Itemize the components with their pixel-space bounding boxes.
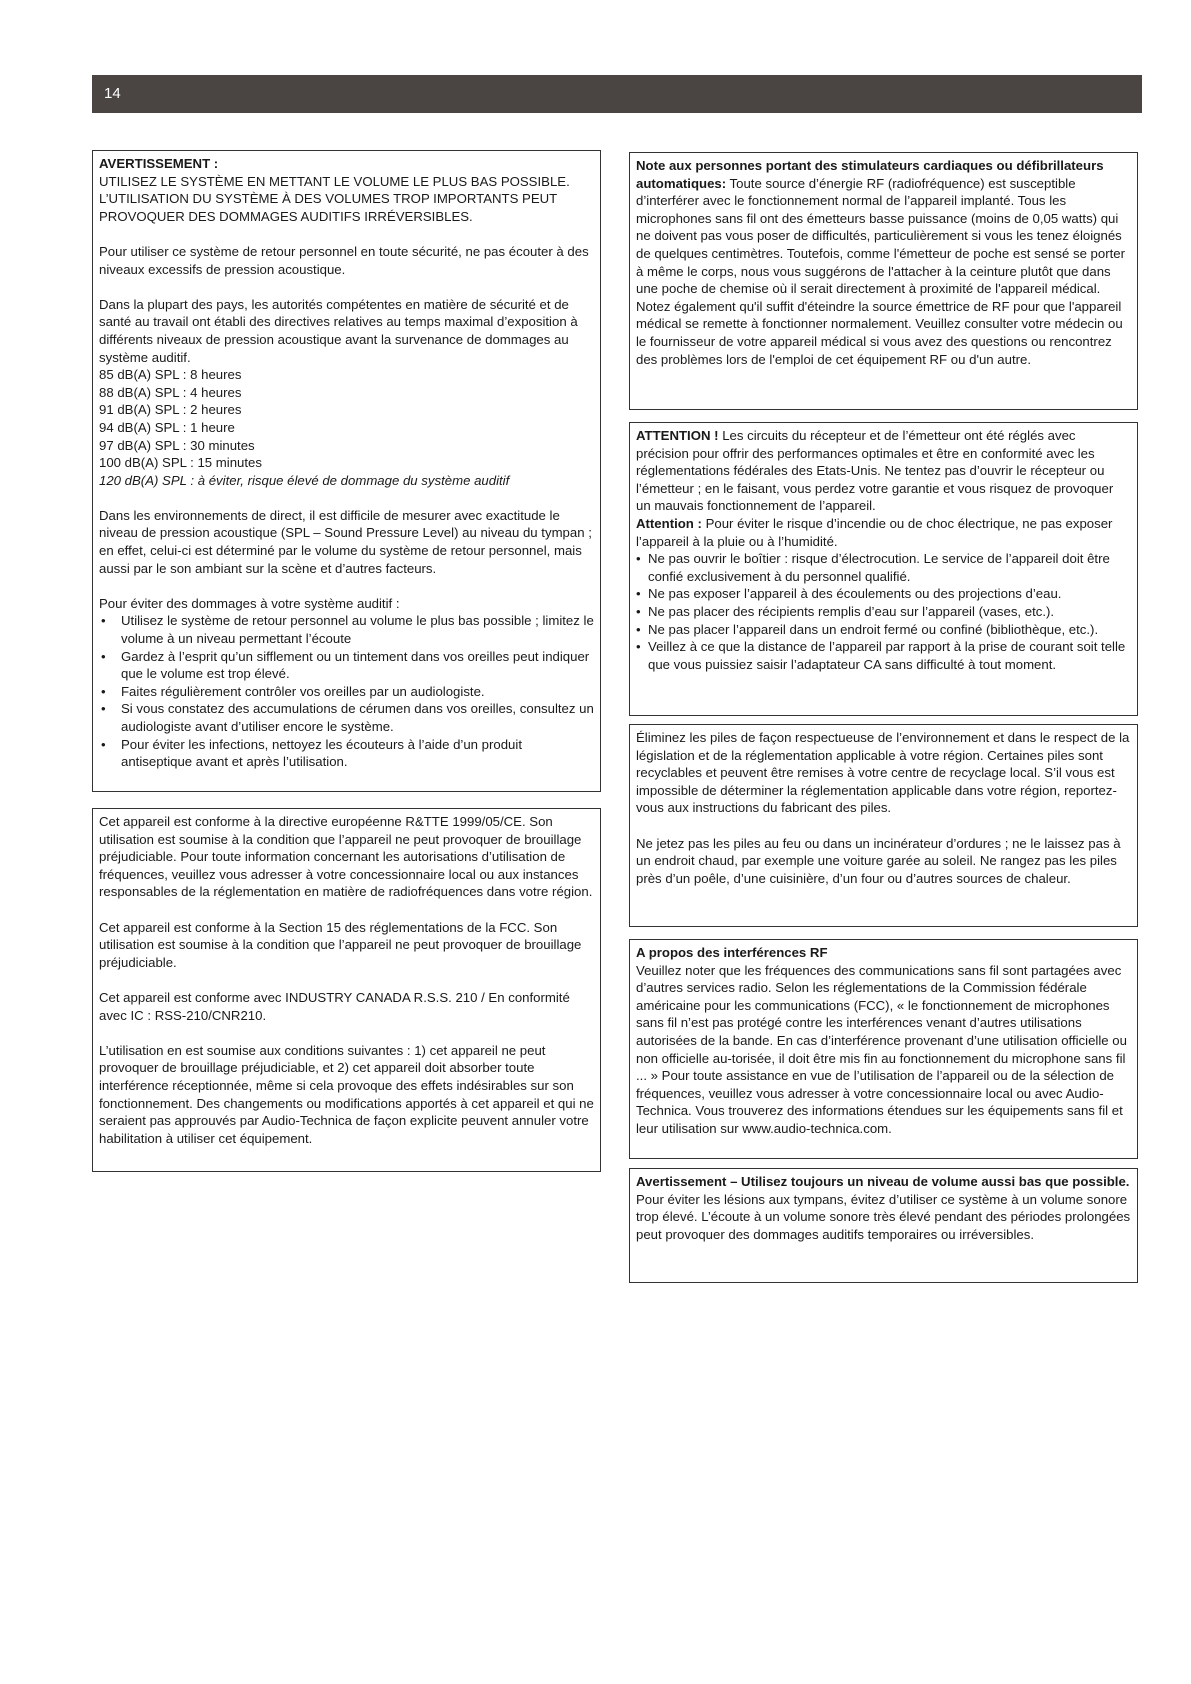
rf-interference-box [629, 939, 1138, 1159]
list-item: • Ne pas placer l’appareil dans un endroit fermé ou confiné (bibliothèque, etc.). [636, 621, 1131, 639]
warning-paragraph-2: Dans la plupart des pays, les autorités compétentes en matière de sécurité et de santé au travail ont établi des directives relatives au temps maximal d’exposition à différents niveaux de pression acoustique avant la survenance de dommages au système auditif. [99, 296, 578, 365]
attention-title: ATTENTION ! [636, 428, 719, 443]
rf-interference-title: A propos des interférences RF [636, 945, 828, 960]
warning-paragraph-3: Dans les environnements de direct, il est difficile de mesurer avec exactitude le niveau de pression acoustique (SPL – Sound Pressure Level) au niveau du tympan ; en effet, celui-ci est déterminé par le volume du système de retour personnel, mais aussi par le son ambiant sur la scène et d’autres facteurs. [99, 507, 592, 576]
pacemaker-title: Note aux personnes portant des stimulateurs cardiaques ou défibrillateurs automatiques: [636, 158, 1104, 191]
level-line: 100 dB(A) SPL : 15 minutes [99, 455, 262, 471]
conformity-paragraph-4: L’utilisation en est soumise aux conditions suivantes : 1) cet appareil ne peut provoquer de brouillage préjudiciable, et 2) cet appareil doit absorber toute interférence réceptionnée, même si cela provoque des effets indésirables sur son fonctionnement. Des changements ou modifications apportés à cet appareil et qui ne seraient pas approuvés par Audio-Technica de façon explicite peuvent annuler votre habilitation à utiliser cet équipement. [99, 1042, 594, 1146]
attention-paragraph-1 [636, 427, 1131, 515]
list-item: • Ne pas exposer l’appareil à des écoulements ou des projections d’eau. [636, 585, 1131, 603]
list-item: • Veillez à ce que la distance de l’appareil par rapport à la prise de courant soit telle que vous puissiez saisir l’adaptateur CA sans difficulté à tout moment. [636, 638, 1131, 673]
page-number: 14 [104, 85, 121, 102]
hearing-warning-box [92, 150, 601, 792]
battery-paragraph-1: Éliminez les piles de façon respectueuse de l’environnement et dans le respect de la législation et de la réglementation applicable à votre région. Certaines piles sont recyclables et peuvent être remises à votre centre de recyclage local. S’il vous est impossible de déterminer la réglementation applicable dans votre région, reportez-vous aux instructions du fabricant des piles. [636, 730, 1130, 816]
level-danger-line: 120 dB(A) SPL : à éviter, risque élevé de dommage du système auditif [99, 472, 510, 488]
warning-caps-text: UTILISEZ LE SYSTÈME EN METTANT LE VOLUME LE PLUS BAS POSSIBLE. L’UTILISATION DU SYSTÈME À DES VOLUMES TROP IMPORTANTS PEUT PROVOQUER DES DOMMAGES AUDITIFS IRRÉVERSIBLES. [99, 173, 570, 224]
list-item: • Utilisez le système de retour personnel au volume le plus bas possible ; limitez le volume à un niveau permettant l’écoute [99, 612, 594, 647]
attention-title-2: Attention : [636, 515, 702, 531]
conformity-paragraph-1: Cet appareil est conforme à la directive européenne R&TTE 1999/05/CE. Son utilisation est soumise à la condition que l’appareil ne peut provoquer de brouillage préjudiciable. Pour toute information concernant les autorisations d’utilisation de fréquences, veuillez vous adresser à votre concessionnaire local ou aux instances responsables de la réglementation en matière de radiofréquences dans votre région. [99, 814, 593, 900]
warning-paragraph-1: Pour utiliser ce système de retour personnel en toute sécurité, ne pas écouter à des niveaux excessifs de pression acoustique. [99, 243, 589, 277]
battery-paragraph-2: Ne jetez pas les piles au feu ou dans un incinérateur d’ordures ; ne le laissez pas à un endroit chaud, par exemple une voiture garée au soleil. Ne rangez pas les piles près d’un poêle, d’une cuisinière, d’un four ou d’autres sources de chaleur. [636, 835, 1121, 886]
attention-text: Les circuits du récepteur et de l’émetteur ont été réglés avec précision pour offrir des performances optimales et être en conformité avec les réglementations fédérales des Etats-Unis. Ne tentez pas d’ouvrir le récepteur ou l’émetteur ; en le faisant, vous perdez votre garantie et vous risquez de provoquer un mauvais fonctionnement de l’appareil. [636, 428, 1114, 514]
level-line: 88 dB(A) SPL : 4 heures [99, 384, 242, 400]
conformity-box [92, 808, 601, 1172]
conformity-paragraph-3: Cet appareil est conforme avec INDUSTRY CANADA R.S.S. 210 / En conformité avec IC : RSS-210/CNR210. [99, 989, 570, 1023]
level-line: 91 dB(A) SPL : 2 heures [99, 402, 242, 418]
volume-warning-title: Avertissement – Utilisez toujours un niveau de volume aussi bas que possible. [636, 1174, 1130, 1189]
page-header-bar [92, 75, 1142, 113]
list-item: • Ne pas placer des récipients remplis d’eau sur l’appareil (vases, etc.). [636, 603, 1131, 621]
conformity-paragraph-2: Cet appareil est conforme à la Section 15 des réglementations de la FCC. Son utilisation est soumise à la condition que l’appareil ne peut provoquer de brouillage préjudiciable. [99, 919, 582, 970]
list-item: • Gardez à l’esprit qu’un sifflement ou un tintement dans vos oreilles peut indiquer que le volume est trop élevé. [99, 648, 594, 683]
battery-disposal-box [629, 724, 1138, 927]
attention-text-2: Pour éviter le risque d’incendie ou de choc électrique, ne pas exposer l’appareil à la pluie ou à l’humidité. [636, 515, 1113, 549]
pacemaker-note-box [629, 152, 1138, 410]
list-item: • Si vous constatez des accumulations de cérumen dans vos oreilles, consultez un audiologiste avant d’utiliser encore le système. [99, 700, 594, 735]
attention-box [629, 422, 1138, 716]
hearing-tips-list [99, 612, 594, 770]
volume-warning-box [629, 1168, 1138, 1283]
list-item: • Ne pas ouvrir le boîtier : risque d’électrocution. Le service de l’appareil doit être confié exclusivement à du personnel qualifié. [636, 550, 1131, 585]
level-line: 97 dB(A) SPL : 30 minutes [99, 437, 255, 453]
level-line: 94 dB(A) SPL : 1 heure [99, 419, 235, 435]
pacemaker-paragraph [636, 157, 1131, 368]
rf-interference-text: Veuillez noter que les fréquences des communications sans fil sont partagées avec d’autres services radio. Selon les réglementations de la Commission fédérale américaine pour les communications (FCC), « le fonctionnement de microphones sans fil n’est pas protégé contre les interférences venant d’autres utilisations autorisées de la bande. En cas d’interférence provenant d’une utilisation officielle ou non officielle au-torisée, il doit être mis fin au fonctionnement du microphone sans fil ... » Pour toute assistance en vue de l’utilisation de l’appareil ou de la sélection de fréquences, veuillez vous adresser à votre concessionnaire local ou avec Audio-Technica. Vous trouverez des informations étendues sur les équipements sans fil et leur utilisation sur www.audio-technica.com. [636, 962, 1127, 1136]
volume-warning-text: Pour éviter les lésions aux tympans, évitez d’utiliser ce système à un volume sonore trop élevé. L’écoute à un volume sonore très élevé pendant des périodes prolongées peut provoquer des dommages auditifs temporaires ou irréversibles. [636, 1191, 1131, 1242]
list-item: • Pour éviter les infections, nettoyez les écouteurs à l’aide d’un produit antiseptique avant et après l’utilisation. [99, 736, 594, 771]
level-line: 85 dB(A) SPL : 8 heures [99, 367, 242, 383]
attention-paragraph-2 [636, 515, 1131, 550]
pacemaker-text: Toute source d’énergie RF (radiofréquence) est susceptible d’interférer avec le fonctionnement normal de l’appareil implanté. Tous les microphones sans fil ont des émetteurs basse puissance (moins de 0,05 watts) qui ne doivent pas vous poser de difficultés, particulièrement si vous les tenez éloignés de quelques centimètres. Toutefois, comme l'émetteur de poche est sensé se porter à même le corps, nous vous suggérons de l'attacher à la ceinture plutôt que dans une poche de chemise où il serait directement à proximité de l'appareil médical. Notez également qu'il suffit d'éteindre la source émettrice de RF pour que l'appareil médical se remette à fonctionner normalement. Veuillez consulter votre médecin ou le fournisseur de votre appareil médical si vous avez des questions ou rencontrez des problèmes lors de l'emploi de cet équipement RF ou d'un autre. [636, 175, 1126, 367]
attention-list [636, 550, 1131, 673]
warning-paragraph-4: Pour éviter des dommages à votre système auditif : [99, 595, 400, 611]
warning-title: AVERTISSEMENT : [99, 156, 219, 171]
list-item: • Faites régulièrement contrôler vos oreilles par un audiologiste. [99, 683, 594, 701]
